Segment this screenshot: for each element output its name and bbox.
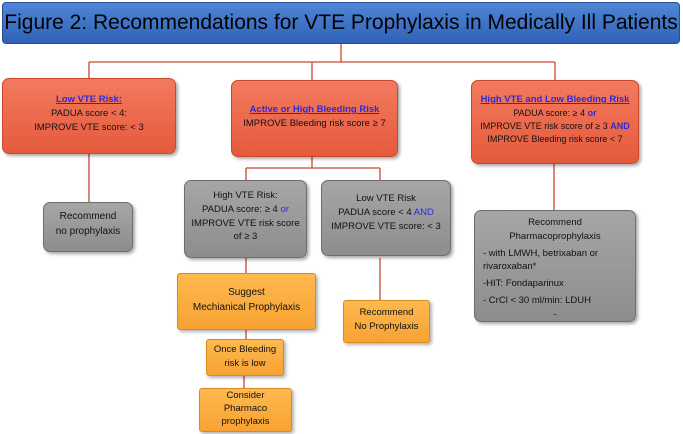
- low-vte-sub-and: AND: [413, 206, 434, 218]
- low-vte-improve: IMPROVE VTE score: < 3: [34, 121, 144, 133]
- prophylaxis-label: prophylaxis: [221, 415, 270, 427]
- high-vte-bleeding-score: IMPROVE Bleeding risk score < 7: [487, 133, 623, 144]
- pharm-recommend-label: Recommend: [528, 217, 582, 228]
- low-vte-risk-heading: Low VTE Risk:: [56, 94, 122, 105]
- once-bleeding-label: Once Bleeding: [213, 344, 277, 355]
- recommend-label-2: Recommend: [359, 307, 414, 318]
- pharm-item-lmwh: - with LMWH, betrixaban or: [483, 247, 599, 259]
- high-vte-or: or: [587, 107, 597, 118]
- high-vte-padua: [472, 107, 638, 120]
- high-vte-sub-padua-text: PADUA score: ≥ 4: [202, 203, 278, 215]
- low-vte-sub-title: Low VTE Risk: [356, 193, 416, 204]
- bleeding-risk-score: IMPROVE Bleeding risk score ≥ 7: [243, 117, 386, 129]
- low-vte-sub-padua-text: PADUA score < 4: [338, 206, 412, 218]
- pharm-item-hit: -HIT: Fondaparinux: [483, 278, 564, 290]
- pharm-item-dash: -: [553, 308, 557, 320]
- bleeding-risk-box: [231, 80, 398, 157]
- consider-label: Consider: [226, 390, 265, 401]
- high-vte-sub-improve: IMPROVE VTE risk score: [191, 217, 300, 229]
- recommend-label: Recommend: [59, 211, 117, 222]
- low-vte-sub-box: [321, 180, 451, 256]
- recommend-pharmacoprophylaxis-box: [474, 210, 636, 322]
- high-vte-low-bleeding-heading: High VTE and Low Bleeding Risk: [480, 94, 630, 105]
- low-vte-sub-improve: IMPROVE VTE score: < 3: [331, 220, 441, 232]
- low-vte-risk-box: [2, 78, 176, 154]
- high-vte-sub-box: [184, 180, 307, 258]
- no-prophylaxis-label: no prophylaxis: [55, 225, 121, 237]
- high-vte-padua-text: PADUA score: ≥ 4: [513, 107, 586, 118]
- pharmacoprophylaxis-label: Pharmacoprophylaxis: [509, 230, 601, 242]
- low-vte-padua: PADUA score < 4:: [50, 107, 128, 119]
- high-vte-sub-title: High VTE Risk:: [213, 190, 278, 201]
- high-vte-low-bleeding-box: [471, 80, 639, 164]
- figure-title: Figure 2: Recommendations for VTE Prophylaxis in Medically Ill Patients: [2, 2, 680, 44]
- high-vte-improve: [472, 120, 638, 133]
- recommend-no-prophylaxis-orange-box: [343, 300, 430, 343]
- high-vte-sub-improve-value: of ≥ 3: [233, 231, 258, 243]
- once-bleeding-low-box: [206, 339, 284, 376]
- mechanical-prophylaxis-label: Mechianical Prophylaxis: [192, 301, 301, 313]
- high-vte-sub-or: or: [280, 203, 289, 215]
- low-vte-sub-padua: [322, 206, 450, 220]
- pharmaco-label: Pharmaco: [223, 402, 268, 414]
- high-vte-sub-padua: [185, 203, 306, 217]
- suggest-mechanical-box: [177, 273, 316, 330]
- bleeding-risk-heading: Active or High Bleeding Risk: [249, 104, 380, 115]
- high-vte-improve-text: IMPROVE VTE risk score of ≥ 3: [480, 120, 608, 131]
- consider-pharmaco-box: [199, 388, 292, 432]
- pharm-item-crcl: - CrCl < 30 ml/min: LDUH: [483, 294, 591, 306]
- suggest-label: Suggest: [228, 287, 265, 298]
- no-prophylaxis-label-2: No Prophylaxis: [354, 320, 419, 332]
- pharm-item-rivaroxaban: rivaroxaban*: [483, 261, 537, 273]
- risk-is-low-label: risk is low: [224, 357, 266, 369]
- recommend-no-prophylaxis-box: [43, 202, 133, 252]
- high-vte-and: AND: [610, 120, 630, 131]
